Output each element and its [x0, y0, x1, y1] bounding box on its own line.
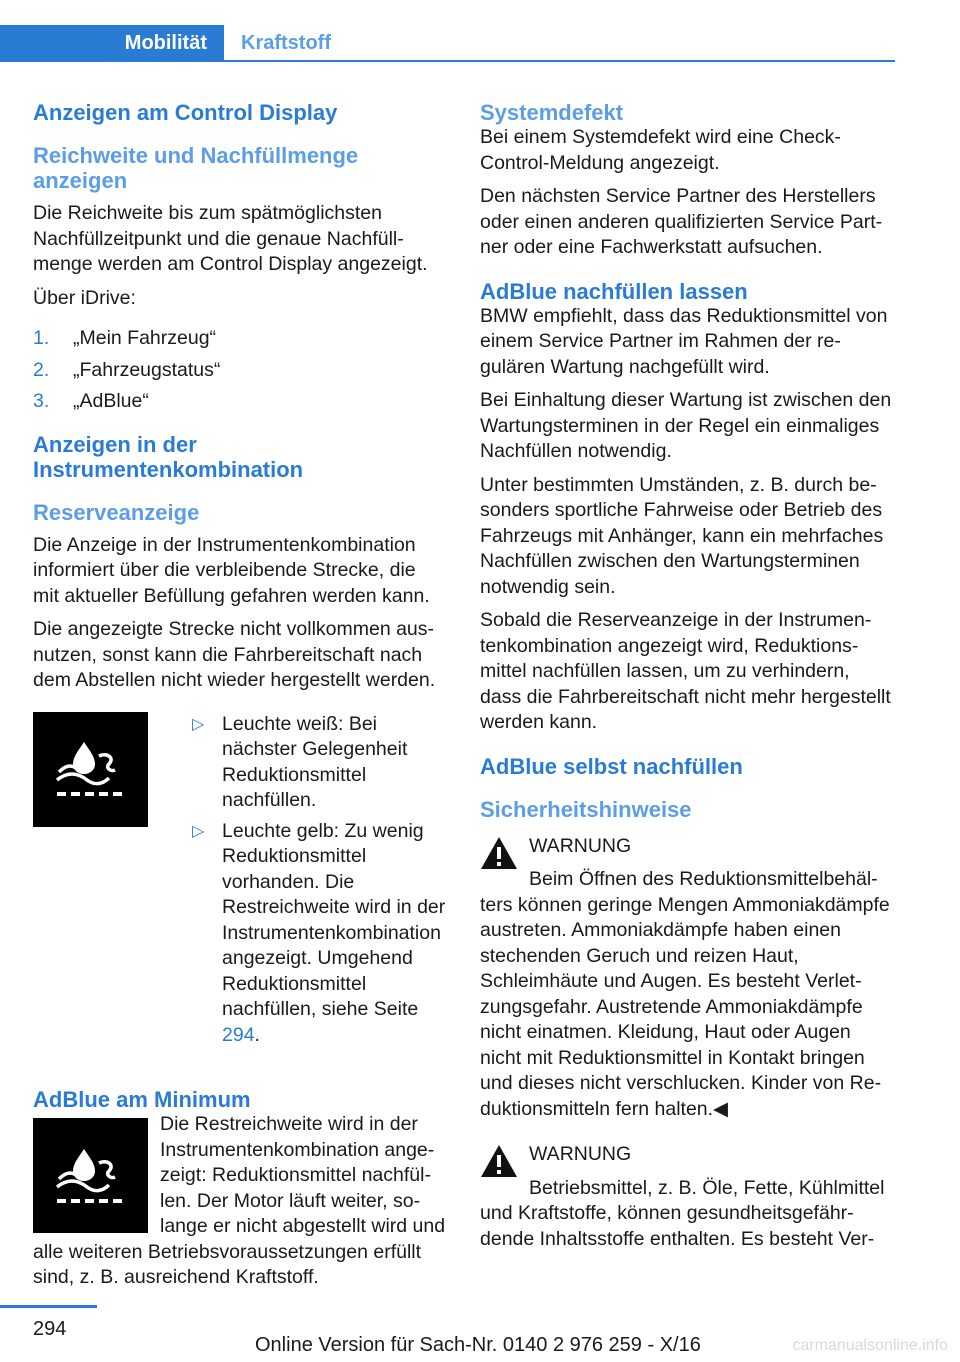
list-item [33, 355, 446, 387]
step-number: 1. [33, 327, 50, 349]
list-item [192, 712, 446, 814]
page-link[interactable]: 294 [222, 1023, 255, 1046]
adblue-indicator-icon [33, 712, 148, 827]
footer-divider [0, 1305, 97, 1308]
adblue-drop-icon [51, 734, 131, 804]
paragraph-idrive: Über iDrive: [33, 286, 136, 309]
bullet-text-end: . [254, 1023, 260, 1046]
paragraph-minimum: Die Restreichweite wird in der Instrumentenkombination angezeigt: Reduktionsmittel nachfüllen. Der Motor läuft weiter, solange er nicht abgestellt wird und alle weiteren Betriebsvoraussetzungen erfüllt sind, z. B. ausreichend Kraftstoff. [33, 1113, 446, 1288]
heading-instrument: Anzeigen in der Instrumentenkombination [33, 431, 304, 482]
step-text: „AdBlue“ [73, 390, 149, 412]
step-number: 2. [33, 358, 50, 381]
warning-text: Betriebsmittel, z. B. Öle, Fette, Kühlmittel und Kraftstoffe, können gesundheitsgefährdende Inhaltsstoffe enthalten. Es besteht Ver- [480, 1176, 885, 1250]
list-item [33, 323, 446, 355]
indicator-row [33, 712, 446, 1054]
step-text: „Fahrzeugstatus“ [73, 358, 221, 381]
heading-sicherheitshinweise: Sicherheitshinweise [480, 796, 692, 822]
warning-block-1 [480, 834, 895, 1123]
warning-label: WARNUNG [529, 1143, 632, 1165]
paragraph-reserve-2: Die angezeigte Strecke nicht vollkommen ausnutzen, sonst kann die Fahrbereitschaft nach dem Abstellen nicht wieder hergestellt werden. [33, 618, 436, 691]
adblue-drop-icon [51, 1141, 131, 1211]
triangle-bullet-icon: ▷ [192, 715, 205, 733]
paragraph-reichweite: Die Reichweite bis zum spätmöglichsten Nachfüllzeitpunkt und die genaue Nachfüllmenge werden am Control Display angezeigt. [33, 202, 428, 275]
warning-triangle-icon [480, 836, 518, 870]
bullet-text-part: Leuchte gelb: Zu wenig Reduktionsmittel vorhanden. Die Restreichweite wird in der Instrumentenkombination angezeigt. Umgehend Reduktionsmittel nachfüllen, siehe Seite [222, 819, 446, 1020]
warning-label: WARNUNG [529, 834, 632, 857]
paragraph-nl-3: Unter bestimmten Umständen, z. B. durch besonders sportliche Fahrweise oder Betrieb des Fahrzeugs mit Anhänger, kann ein mehrfaches Nachfüllen zwischen den Wartungsterminen notwendig sein. [480, 473, 884, 598]
bullet-text: Leuchte weiß: Bei nächster Gelegenheit Reduktionsmittel nachfüllen. [222, 712, 408, 811]
tab-mobilitaet[interactable]: Mobilität [0, 25, 224, 61]
heading-nachfuellen-lassen: AdBlue nachfüllen lassen [480, 278, 748, 304]
heading-systemdefekt: Systemdefekt [480, 100, 624, 125]
online-version-note: Online Version für Sach-Nr. 0140 2 976 259 - X/16 [255, 1334, 701, 1356]
step-text: „Mein Fahrzeug“ [73, 327, 217, 349]
list-item [192, 819, 446, 1049]
triangle-bullet-icon: ▷ [192, 822, 205, 840]
tab-kraftstoff[interactable]: Kraftstoff [241, 31, 331, 54]
paragraph-reserve-1: Die Anzeige in der Instrumentenkombination informiert über die verbleibende Strecke, die mit aktueller Befüllung gefahren werden kann. [33, 533, 430, 607]
minimum-block [33, 1112, 446, 1291]
heading-selbst-nachfuellen: AdBlue selbst nachfüllen [480, 753, 743, 779]
bullet-text [222, 819, 446, 1049]
list-item [33, 386, 446, 418]
heading-control-display: Anzeigen am Control Display [33, 100, 338, 125]
indicator-bullets [192, 712, 446, 1054]
heading-minimum: AdBlue am Minimum [33, 1087, 251, 1112]
paragraph-nl-2: Bei Einhaltung dieser Wartung ist zwischen den Wartungsterminen in der Regel ein einmaliges Nachfüllen notwendig. [480, 389, 892, 462]
paragraph-nl-4: Sobald die Reserveanzeige in der Instrumentenkombination angezeigt wird, Reduktionsmittel nachfüllen lassen, um zu verhindern, dass die Fahrbereitschaft nicht mehr hergestellt werden kann. [480, 609, 891, 733]
adblue-minimum-icon [33, 1118, 148, 1233]
header-divider [0, 60, 895, 62]
left-column [33, 100, 446, 1291]
watermark: carmanualsonline.info [792, 1337, 948, 1354]
heading-reichweite: Reichweite und Nachfüllmenge anzeigen [33, 143, 359, 193]
heading-reserve: Reserveanzeige [33, 499, 200, 525]
header-tabbar [0, 25, 895, 61]
paragraph-nl-1: BMW empfiehlt, dass das Reduktionsmittel von einem Service Partner im Rahmen der regulären Wartung nachgefüllt wird. [480, 304, 888, 378]
warning-triangle-icon [480, 1144, 518, 1178]
page-number: 294 [33, 1318, 67, 1340]
paragraph-sys-1: Bei einem Systemdefekt wird eine Check-Control-Meldung angezeigt. [480, 126, 841, 174]
step-number: 3. [33, 390, 50, 412]
idrive-steps [33, 323, 446, 418]
warning-block-2 [480, 1142, 895, 1252]
paragraph-sys-2: Den nächsten Service Partner des Herstellers oder einen anderen qualifizierten Service Partner oder eine Fachwerkstatt aufsuchen. [480, 185, 883, 258]
right-column [480, 100, 895, 1252]
warning-text: Beim Öffnen des Reduktionsmittelbehälters können geringe Mengen Ammoniakdämpfe austreten. Ammoniakdämpfe haben einen stechenden Geruch und reizen Haut, Schleimhäute und Augen. Es besteht Verletzungsgefahr. Austretende Ammoniakdämpfe nicht einatmen. Kleidung, Haut oder Augen nicht mit Reduktionsmittel in Kontakt bringen und dieses nicht verschlucken. Kinder von Reduktionsmitteln fern halten.◀ [480, 868, 890, 1120]
